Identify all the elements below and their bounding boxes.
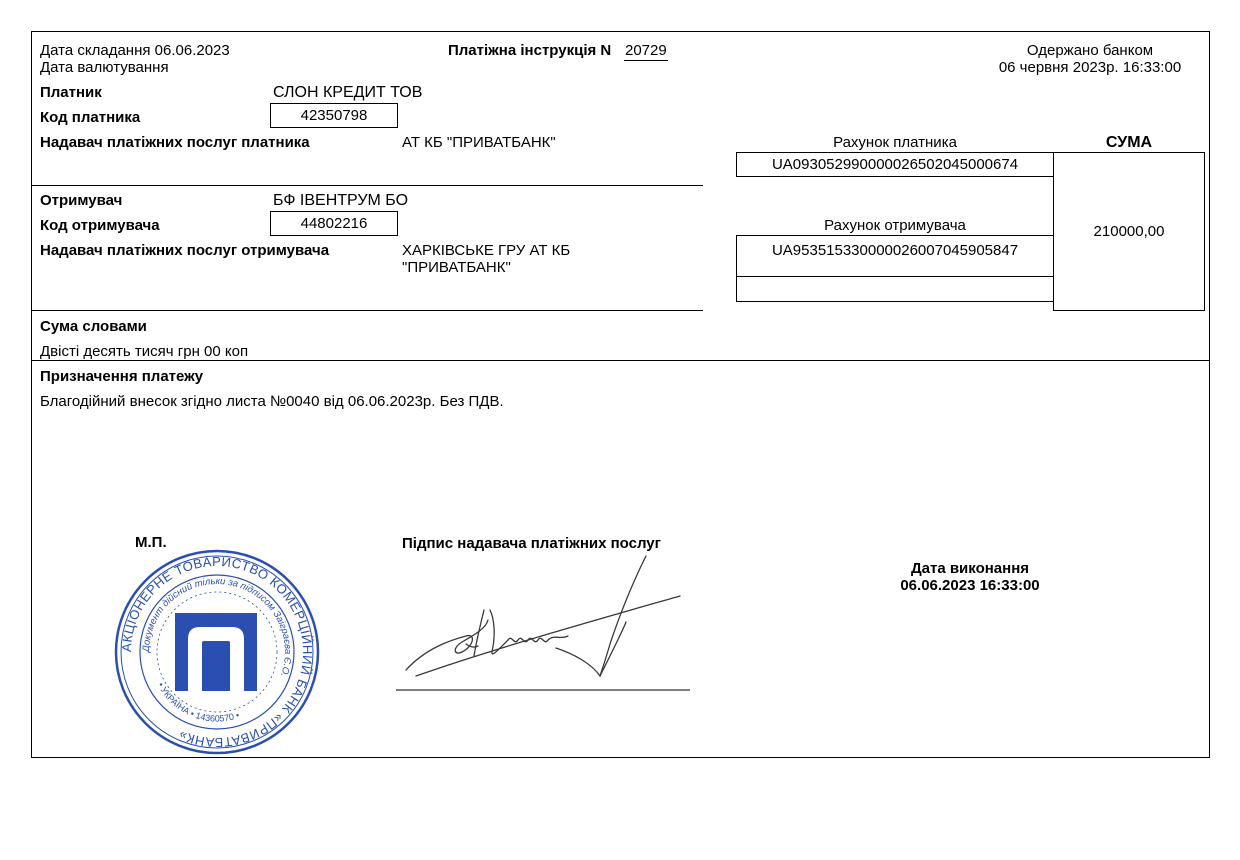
recipient-name: БФ ІВЕНТРУМ БО [273, 192, 409, 209]
stamp-bottom-text: • УКРАЇНА • 14360570 • [155, 680, 241, 724]
purpose-text: Благодійний внесок згідно листа №0040 від 06.06.2023р. Без ПДВ. [40, 393, 504, 410]
recipient-account: UA953515330000026007045905847 [771, 242, 1019, 259]
amount-words: Двісті десять тисяч грн 00 коп [40, 343, 249, 360]
privatbank-logo-icon [175, 613, 257, 691]
received-label: Одержано банком [1026, 42, 1154, 59]
value-date-label: Дата валютування [40, 59, 169, 76]
separator-words [31, 360, 1209, 361]
recipient-extra-box [736, 276, 1054, 302]
execution-datetime: 06.06.2023 16:33:00 [900, 577, 1040, 594]
recipient-provider-label: Надавач платіжних послуг отримувача [40, 242, 330, 259]
recipient-label: Отримувач [40, 192, 123, 209]
purpose-label: Призначення платежу [40, 368, 204, 385]
amount-value: 210000,00 [1093, 223, 1165, 240]
payer-account: UA093052990000026502045000674 [771, 156, 1019, 173]
recipient-code-label: Код отримувача [40, 217, 160, 234]
recipient-account-box [736, 235, 1054, 277]
instruction-number: 20729 [625, 42, 667, 59]
signature-image [396, 548, 696, 693]
date-created: Дата складання 06.06.2023 [40, 42, 230, 59]
recipient-provider: ХАРКІВСЬКЕ ГРУ АТ КБ "ПРИВАТБАНК" [402, 242, 571, 276]
separator-payer [31, 185, 703, 186]
payer-account-box [736, 152, 1054, 177]
signature-label: Підпис надавача платіжних послуг [402, 535, 661, 552]
execution-label: Дата виконання [910, 560, 1030, 577]
recipient-account-label: Рахунок отримувача [824, 217, 966, 234]
bank-stamp-seal [112, 547, 322, 757]
payer-code-label: Код платника [40, 109, 141, 126]
recipient-code: 44802216 [300, 215, 368, 232]
payer-provider: АТ КБ "ПРИВАТБАНК" [402, 134, 556, 151]
payer-code: 42350798 [300, 107, 368, 124]
payer-label: Платник [40, 84, 102, 101]
payer-account-label: Рахунок платника [833, 134, 957, 151]
amount-words-label: Сума словами [40, 318, 147, 335]
instruction-label: Платіжна інструкція N [448, 42, 612, 59]
received-datetime: 06 червня 2023р. 16:33:00 [998, 59, 1182, 76]
recipient-code-box [270, 211, 398, 236]
payer-name: СЛОН КРЕДИТ ТОВ [273, 84, 423, 101]
payer-code-box [270, 103, 398, 128]
stamp-inner-text: Документ дійсний тільки за підписом Заіграєва Є.О. [140, 575, 294, 679]
amount-label: СУМА [1105, 134, 1153, 151]
amount-box [1053, 152, 1205, 311]
separator-recipient [31, 310, 703, 311]
payer-provider-label: Надавач платіжних послуг платника [40, 134, 310, 151]
stamp-outer-text: АКЦІОНЕРНЕ ТОВАРИСТВО КОМЕРЦІЙНИЙ БАНК «ПРИВАТБАНК» [118, 553, 316, 751]
stamp-label: М.П. [135, 534, 167, 551]
